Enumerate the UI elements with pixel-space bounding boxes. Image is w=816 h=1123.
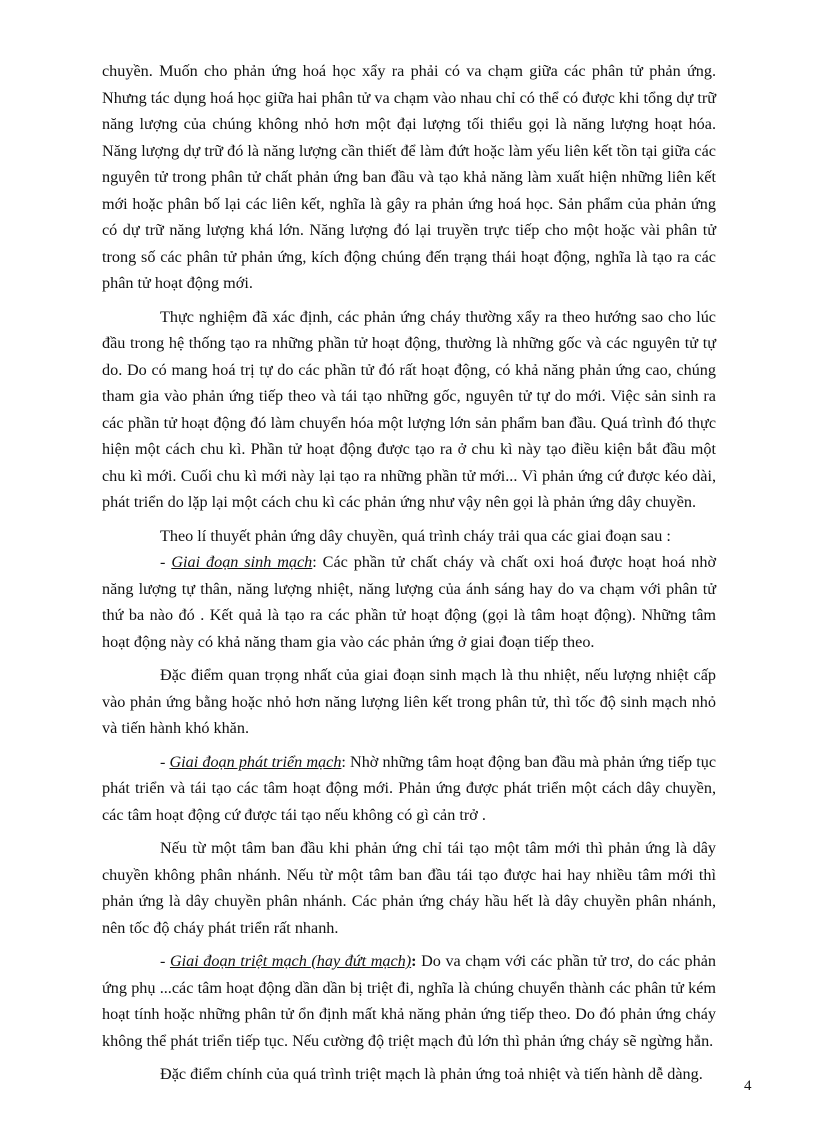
heading-colon: :	[312, 553, 317, 571]
stage-propagation-text: Nhờ những tâm hoạt động ban đầu mà phản ứng tiếp tục phát triển và tái tạo các tâm hoạt động mới. Phản ứng được phát triển một cách dây chuyền, các tâm hoạt động cứ được tái tạo nếu không có gì cản trở .	[102, 752, 716, 824]
stage-termination-text: Do va chạm với các phần tử trơ, do các phản ứng phụ ...các tâm hoạt động dần dần bị triệt đi, nghĩa là chúng chuyển thành các phân tử kém hoạt tính hoặc những phân tử ổn định mất khả năng phản ứng tiếp theo. Do đó phản ứng cháy không thể phát triển tiếp tục. Nếu cường độ triệt mạch đủ lớn thì phản ứng cháy sẽ ngừng hẳn.	[102, 952, 716, 1050]
stage-initiation-paragraph	[102, 549, 716, 655]
heading-colon: :	[411, 952, 417, 970]
heading-colon: :	[341, 752, 346, 771]
list-dash: -	[160, 752, 170, 771]
stage-termination-heading: Giai đoạn triệt mạch (hay đứt mạch)	[169, 952, 412, 970]
stage-initiation-heading: Giai đoạn sinh mạch	[171, 553, 313, 571]
paragraph-1: chuyền. Muốn cho phản ứng hoá học xẩy ra phải có va chạm giữa các phân tử phản ứng. Nhưng tác dụng hoá học giữa hai phân tử va chạm vào nhau chỉ có thể có được khi tổng dự trữ năng lượng của chúng không nhỏ hơn một đại lượng tối thiểu gọi là năng lượng hoạt hóa. Năng lượng dự trữ đó là năng lượng cần thiết để làm đứt hoặc làm yếu liên kết tồn tại giữa các nguyên tử trong phân tử chất phản ứng ban đầu và tạo khả năng làm xuất hiện những liên kết mới hoặc phân bố lại các liên kết, nghĩa là gây ra phản ứng hoá học. Sản phẩm của phản ứng có dự trữ năng lượng khá lớn. Năng lượng đó lại truyền trực tiếp cho một hoặc vài phân tử trong số các phân tử phản ứng, kích động chúng đến trạng thái hoạt động, nghĩa là tạo ra các phân tử hoạt động mới.	[102, 62, 716, 292]
paragraph-branching: Nếu từ một tâm ban đầu khi phản ứng chỉ tái tạo một tâm mới thì phản ứng là dây chuyền không phân nhánh. Nếu từ một tâm ban đầu tái tạo được hai hay nhiều tâm mới thì phản ứng là dây chuyền phân nhánh. Các phản ứng cháy hầu hết là dây chuyền phân nhánh, nên tốc độ cháy phát triển rất nhanh.	[102, 839, 716, 937]
page-number: 4	[744, 1078, 752, 1094]
stage-propagation-heading: Giai đoạn phát triển mạch	[169, 752, 342, 771]
list-dash: -	[160, 952, 170, 970]
paragraph-termination-feature: Đặc điểm chính của quá trình triệt mạch là phản ứng toả nhiệt và tiến hành dễ dàng.	[160, 1065, 703, 1083]
stage-initiation-text: Các phần tử chất cháy và chất oxi hoá được hoạt hoá nhờ năng lượng tự thân, năng lượng nhiệt, năng lượng của ánh sáng hay do va chạm với phân tử thứ ba nào đó . Kết quả là tạo ra các phần tử hoạt động (gọi là tâm hoạt động). Những tâm hoạt động này có khả năng tham gia vào các phản ứng ở giai đoạn tiếp theo.	[102, 553, 716, 651]
stage-propagation-paragraph	[102, 749, 716, 829]
list-dash: -	[160, 553, 172, 571]
stage-termination-paragraph	[102, 948, 716, 1054]
paragraph-3: Theo lí thuyết phản ứng dây chuyền, quá trình cháy trải qua các giai đoạn sau :	[160, 526, 671, 545]
paragraph-2: Thực nghiệm đã xác định, các phản ứng cháy thường xẩy ra theo hướng sao cho lúc đầu trong hệ thống tạo ra những phần tử hoạt động, thường là những gốc và các nguyên tử tự do. Do có mang hoá trị tự do các phần tử đó rất hoạt động, có khả năng phản ứng cao, chúng tham gia vào phản ứng tiếp theo và tái tạo những gốc, nguyên tử tự do mới. Việc sản sinh ra các phần tử hoạt động đó làm chuyển hóa một lượng lớn sản phẩm ban đầu. Quá trình đó thực hiện một cách chu kì. Phần tử hoạt động được tạo ra ở chu kì này tạo điều kiện bắt đầu một chu kì mới. Cuối chu kì mới này lại tạo ra những phần tử mới... Vì phản ứng cứ được kéo dài, phát triển do lặp lại một cách chu kì các phản ứng như vậy nên gọi là phản ứng dây chuyền.	[102, 307, 716, 511]
paragraph-initiation-feature: Đặc điểm quan trọng nhất của giai đoạn sinh mạch là thu nhiệt, nếu lượng nhiệt cấp vào phản ứng bằng hoặc nhỏ hơn năng lượng liên kết trong phân tử, thì tốc độ sinh mạch nhỏ và tiến hành khó khăn.	[102, 666, 716, 737]
